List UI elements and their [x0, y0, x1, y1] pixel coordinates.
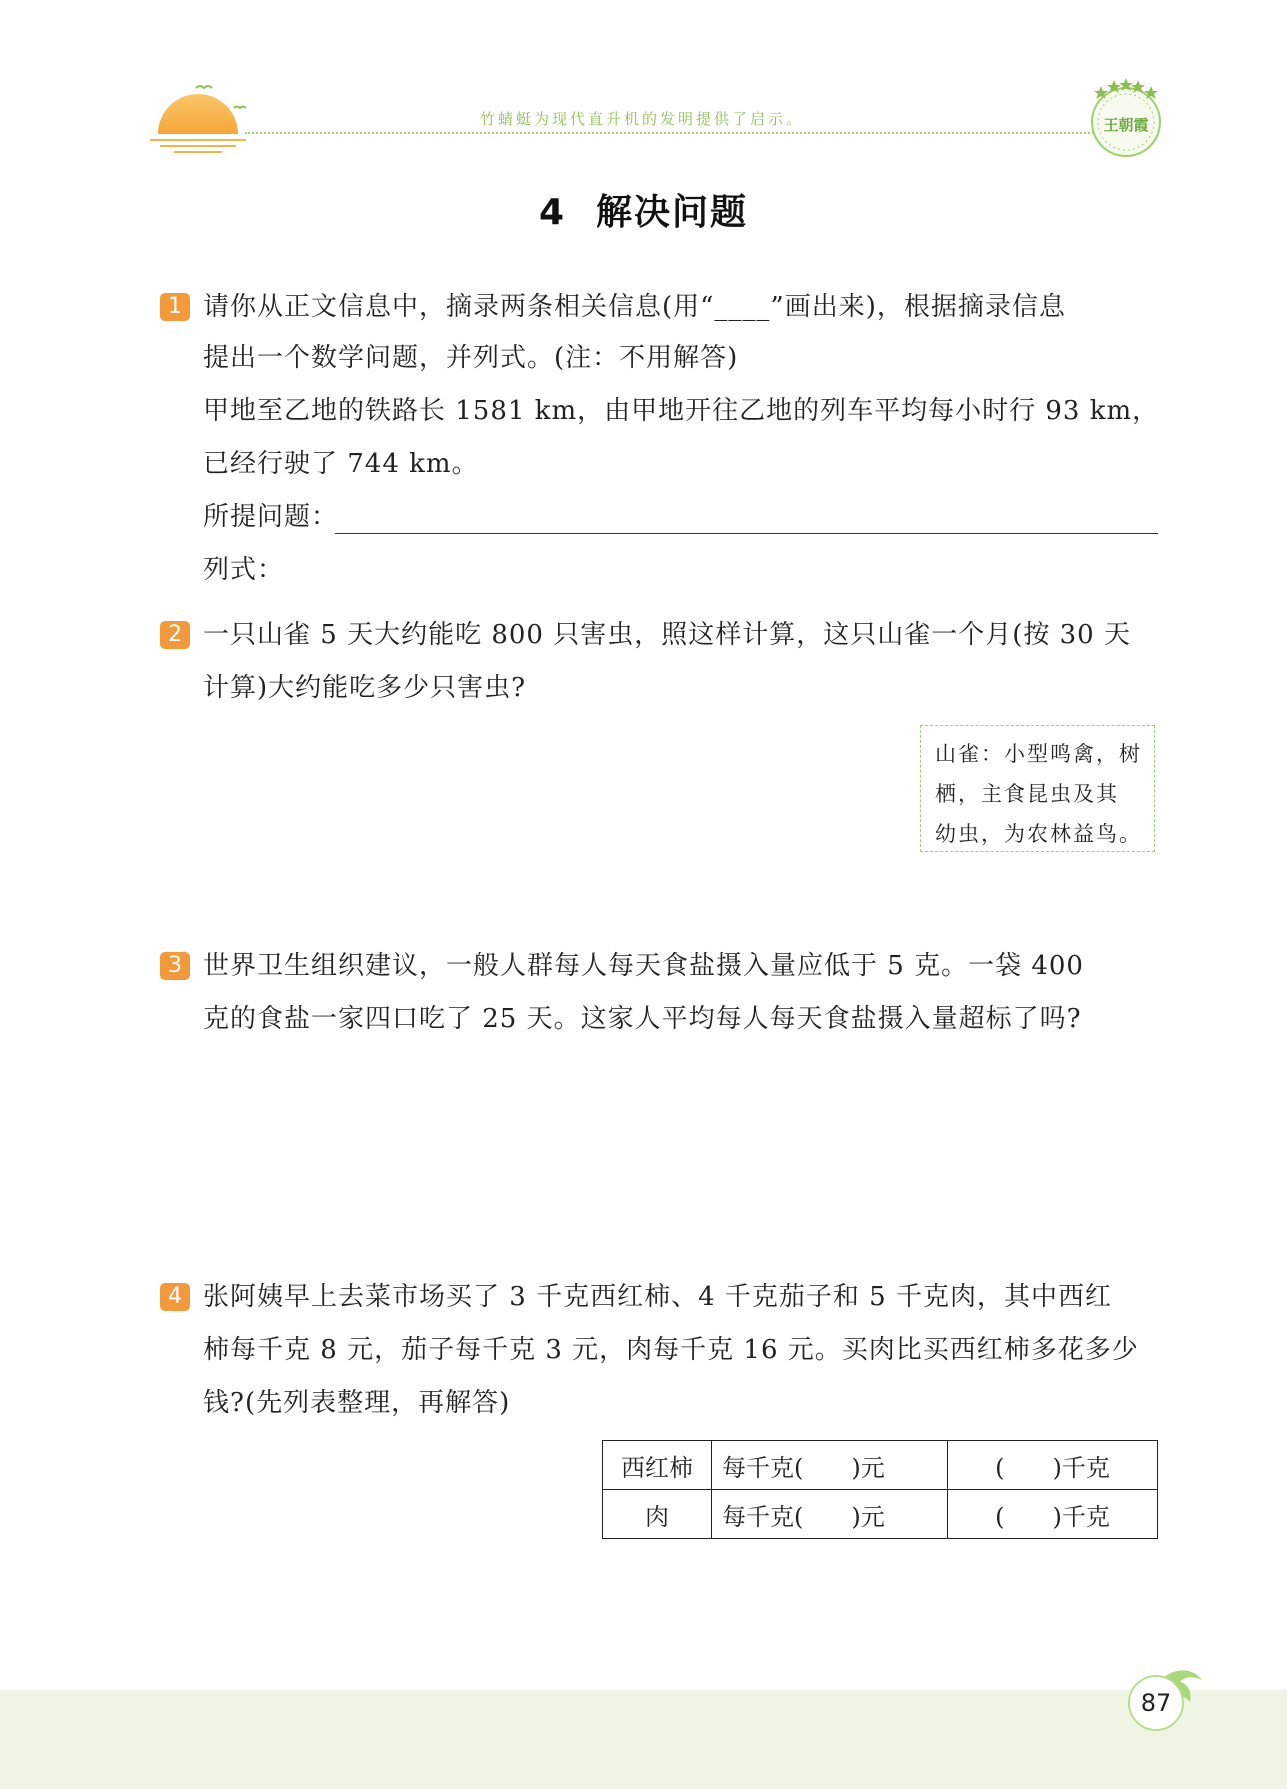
question-1-line-1: 请你从正文信息中，摘录两条相关信息(用“____”画出来)，根据摘录信息: [203, 292, 1066, 322]
header-divider: [245, 132, 1105, 134]
table-row: [603, 1441, 1158, 1490]
formula-prompt-label: 列式：: [203, 555, 285, 585]
svg-text:王朝霞: 王朝霞: [1103, 116, 1149, 134]
question-4-line-2: 柿每千克 8 元，茄子每千克 3 元，肉每千克 16 元。买肉比买西红柿多花多少: [203, 1335, 1139, 1365]
question-2-line-2: 计算)大约能吃多少只害虫?: [203, 673, 527, 703]
table-cell-price[interactable]: 每千克( )元: [712, 1441, 948, 1490]
header-quote: 竹蜻蜓为现代直升机的发明提供了启示。: [480, 110, 805, 128]
title-number: 4: [538, 192, 567, 233]
note-line: 山雀：小型鸣禽，树: [935, 742, 1142, 766]
footer-band: [0, 1690, 1287, 1789]
question-1-line-4: 已经行驶了 744 km。: [203, 449, 479, 479]
brand-logo: [1085, 76, 1167, 166]
question-3-line-1: 世界卫生组织建议，一般人群每人每天食盐摄入量应低于 5 克。一袋 400: [203, 951, 1084, 981]
table-row: [603, 1490, 1158, 1539]
answer-line[interactable]: [335, 533, 1158, 534]
question-3-line-2: 克的食盐一家四口吃了 25 天。这家人平均每人每天食盐摄入量超标了吗?: [203, 1004, 1082, 1034]
title-text: 解决问题: [596, 192, 749, 233]
question-number-badge: 3: [160, 952, 190, 980]
table-cell-weight[interactable]: ( )千克: [948, 1490, 1158, 1539]
table-cell-item: 西红柿: [603, 1441, 712, 1490]
question-2-line-1: 一只山雀 5 天大约能吃 800 只害虫，照这样计算，这只山雀一个月(按 30 天: [203, 620, 1131, 650]
page-title: [0, 184, 1287, 235]
table-cell-item: 肉: [603, 1490, 712, 1539]
question-4-line-3: 钱?(先列表整理，再解答): [203, 1388, 511, 1418]
bird-note-box: [920, 725, 1155, 852]
price-table: [602, 1440, 1158, 1539]
question-1-line-2: 提出一个数学问题，并列式。(注：不用解答): [203, 343, 739, 373]
question-prompt-label: 所提问题：: [203, 502, 339, 532]
note-line: 幼虫，为农林益鸟。: [935, 822, 1142, 846]
question-number-badge: 2: [160, 621, 190, 649]
table-cell-price[interactable]: 每千克( )元: [712, 1490, 948, 1539]
note-line: 栖，主食昆虫及其: [935, 782, 1119, 806]
sunset-icon: [150, 78, 250, 153]
table-cell-weight[interactable]: ( )千克: [948, 1441, 1158, 1490]
question-number-badge: 1: [160, 293, 190, 321]
question-1-line-3: 甲地至乙地的铁路长 1581 km，由甲地开往乙地的列车平均每小时行 93 km，: [203, 396, 1160, 426]
page-number: 87: [1128, 1675, 1184, 1731]
question-number-badge: 4: [160, 1283, 190, 1311]
question-4-line-1: 张阿姨早上去菜市场买了 3 千克西红柿、4 千克茄子和 5 千克肉，其中西红: [203, 1282, 1112, 1312]
